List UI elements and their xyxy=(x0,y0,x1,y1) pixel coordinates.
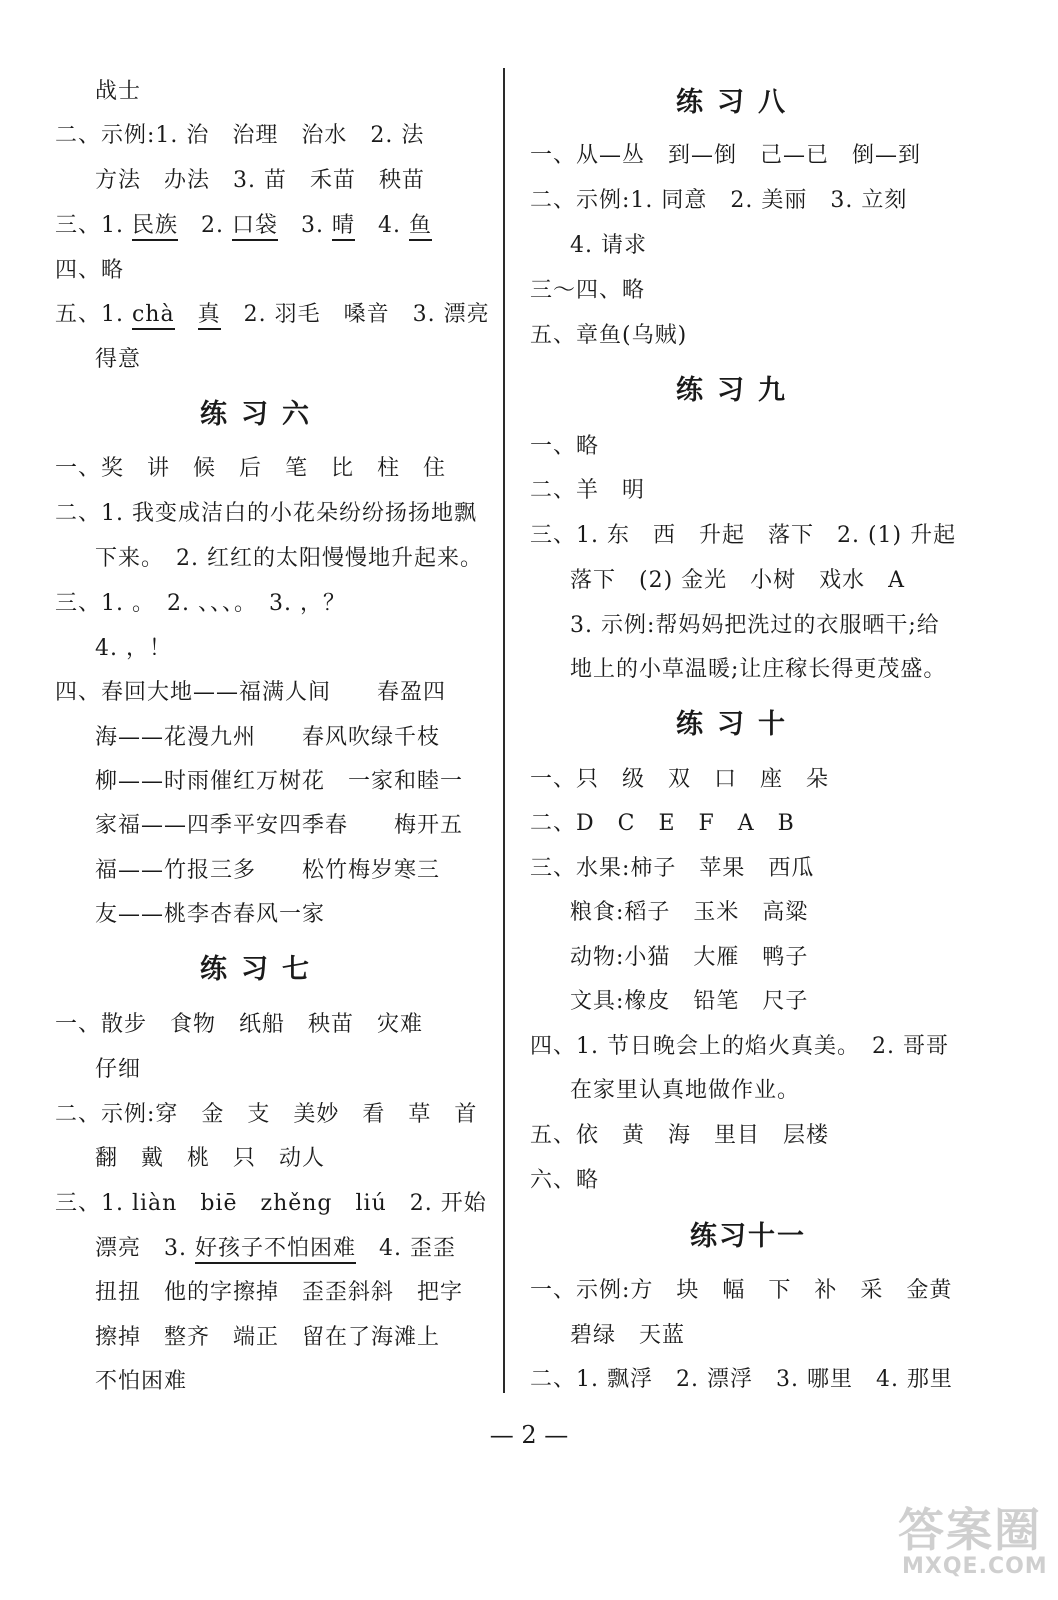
answer-line: 粮食:稻子 玉米 高粱 xyxy=(570,900,809,925)
answer-line: 二、1. 我变成洁白的小花朵纷纷扬扬地飘 xyxy=(55,501,477,526)
section-heading: 练习十一 xyxy=(690,1221,806,1252)
answer-line: 二、示例:1. 治 治理 治水 2. 法 xyxy=(55,123,425,148)
watermark-logo xyxy=(898,1490,1048,1590)
answer-line: 二、示例:1. 同意 2. 美丽 3. 立刻 xyxy=(530,188,908,213)
answer-line: 战士 xyxy=(95,79,142,104)
answer-line: 方法 办法 3. 苗 禾苗 秧苗 xyxy=(95,168,425,193)
answer-line: 落下 (2) 金光 小树 戏水 A xyxy=(570,568,906,593)
answer-line: 一、示例:方 块 幅 下 补 采 金黄 xyxy=(530,1278,953,1303)
answer-line: 一、奖 讲 候 后 笔 比 柱 住 xyxy=(55,456,447,481)
answer-line: 3. 示例:帮妈妈把洗过的衣服晒干;给 xyxy=(570,613,940,638)
answer-line: 三～四、略 xyxy=(530,278,646,303)
answer-line: 三、1. 东 西 升起 落下 2. (1) 升起 xyxy=(530,523,957,548)
answer-line: 文具:橡皮 铅笔 尺子 xyxy=(570,989,809,1014)
answer-line: 一、散步 食物 纸船 秧苗 灾难 xyxy=(55,1012,424,1037)
answer-line: 柳——时雨催红万树花 一家和睦一 xyxy=(95,769,464,794)
answer-line: 得意 xyxy=(95,347,142,372)
answer-line: 海——花漫九州 春风吹绿千枝 xyxy=(95,725,441,750)
answer-line: 友——桃李杏春风一家 xyxy=(95,902,326,927)
item-number: 2. xyxy=(201,213,232,238)
answer-line: 三、水果:柿子 苹果 西瓜 xyxy=(530,856,815,881)
answer-line: 碧绿 天蓝 xyxy=(570,1323,686,1348)
answer-line: 二、D C E F A B xyxy=(530,811,795,836)
page-number: — 2 — xyxy=(489,1421,569,1449)
underlined-answer: 民族 xyxy=(132,213,178,241)
answer-line: 四、1. 节日晚会上的焰火真美。 2. 哥哥 xyxy=(530,1034,949,1059)
answer-line: 仔细 xyxy=(95,1057,142,1082)
line-prefix: 五、1. xyxy=(55,302,132,327)
watermark-url: MXQE.COM xyxy=(902,1554,1048,1579)
section-heading: 练习十 xyxy=(676,709,799,740)
answer-line: 扭扭 他的字擦掉 歪歪斜斜 把字 xyxy=(95,1280,464,1305)
underlined-answer: 鱼 xyxy=(409,213,432,241)
answer-line: 二、羊 明 xyxy=(530,478,646,503)
section-heading: 练习九 xyxy=(676,375,799,406)
answer-line: 一、只 级 双 口 座 朵 xyxy=(530,767,830,792)
underlined-answer: 好孩子不怕困难 xyxy=(195,1236,356,1264)
answer-line: 翻 戴 桃 只 动人 xyxy=(95,1146,326,1171)
underlined-answer: 口袋 xyxy=(232,213,278,241)
answer-line: 二、示例:穿 金 支 美妙 看 草 首 xyxy=(55,1102,478,1127)
answer-line: 六、略 xyxy=(530,1168,600,1193)
answer-line: 4. 请求 xyxy=(570,233,647,258)
answer-line: 一、从—丛 到—倒 己—已 倒—到 xyxy=(530,143,922,168)
section-heading: 练习六 xyxy=(200,399,323,430)
underlined-answer: 真 xyxy=(198,302,221,330)
answer-line xyxy=(95,1235,456,1263)
answer-line: 四、春回大地——福满人间 春盈四 xyxy=(55,680,447,705)
item-number: 3. xyxy=(301,213,333,238)
answer-line: 家福——四季平安四季春 梅开五 xyxy=(95,813,464,838)
answer-line: 三、1. liàn biē zhěng liú 2. 开始 xyxy=(55,1191,487,1216)
answer-line: 擦掉 整齐 端正 留在了海滩上 xyxy=(95,1325,441,1350)
watermark-text: 答案圈 xyxy=(898,1503,1042,1557)
answer-line: 4. ，！ xyxy=(95,636,172,661)
line-prefix: 三、1. xyxy=(55,213,132,238)
answer-line: 五、章鱼(乌贼) xyxy=(530,323,688,348)
answer-line xyxy=(55,212,432,240)
section-heading: 练习八 xyxy=(676,87,799,118)
answer-line: 二、1. 飘浮 2. 漂浮 3. 哪里 4. 那里 xyxy=(530,1367,953,1392)
column-divider xyxy=(503,68,505,1393)
answer-line: 在家里认真地做作业。 xyxy=(570,1078,801,1103)
answer-line xyxy=(55,301,490,329)
answer-line: 四、略 xyxy=(55,258,125,283)
line-part: 漂亮 3. xyxy=(95,1236,195,1261)
answer-line: 一、略 xyxy=(530,434,600,459)
answer-line: 五、依 黄 海 里目 层楼 xyxy=(530,1123,830,1148)
line-rest: 2. 羽毛 嗓音 3. 漂亮 xyxy=(243,302,490,327)
item-number: 4. xyxy=(378,213,410,238)
underlined-answer: 晴 xyxy=(332,213,355,241)
underlined-answer: chà xyxy=(132,302,175,330)
answer-line: 下来。 2. 红红的太阳慢慢地升起来。 xyxy=(95,546,483,571)
answer-line: 不怕困难 xyxy=(95,1369,188,1394)
answer-line: 福——竹报三多 松竹梅岁寒三 xyxy=(95,858,441,883)
section-heading: 练习七 xyxy=(200,954,323,985)
answer-line: 地上的小草温暖;让庄稼长得更茂盛。 xyxy=(570,657,947,682)
answer-line: 三、1. 。 2. 、、、。 3. ，？ xyxy=(55,591,346,616)
answer-line: 动物:小猫 大雁 鸭子 xyxy=(570,945,809,970)
line-part: 4. 歪歪 xyxy=(356,1236,456,1261)
